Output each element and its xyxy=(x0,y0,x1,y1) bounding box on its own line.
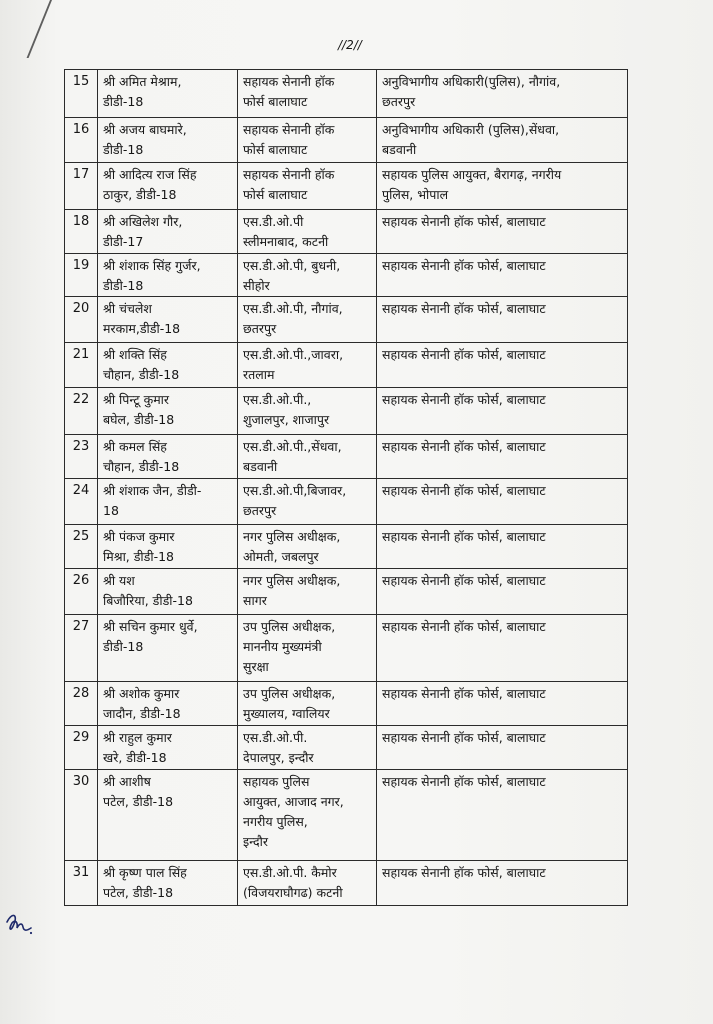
page-number: //2// xyxy=(338,38,362,52)
table-row xyxy=(65,118,628,163)
officer-name-cell xyxy=(98,479,238,525)
cell-line: ओमती, जबलपुर xyxy=(243,549,319,564)
cell-line: सहायक सेनानी हॉक फोर्स, बालाघाट xyxy=(382,483,546,498)
cell-line: उप पुलिस अधीक्षक, xyxy=(243,686,336,701)
serial-number-cell: 24 xyxy=(65,479,98,525)
cell-line: बिजौरिया, डीडी-18 xyxy=(103,593,193,608)
serial-number-cell: 21 xyxy=(65,343,98,388)
serial-number-cell: 18 xyxy=(65,210,98,254)
cell-line: डीडी-18 xyxy=(103,278,144,293)
cell-line: 18 xyxy=(103,503,119,518)
current-posting-cell xyxy=(238,297,377,343)
cell-line: श्री यश xyxy=(103,573,135,588)
cell-line: सहायक सेनानी हॉक फोर्स, बालाघाट xyxy=(382,347,546,362)
new-posting-cell xyxy=(377,163,628,210)
cell-line: चौहान, डीडी-18 xyxy=(103,459,180,474)
cell-line: एस.डी.ओ.पी.,जावरा, xyxy=(243,347,344,362)
table-row xyxy=(65,770,628,861)
cell-line: सहायक सेनानी हॉक फोर्स, बालाघाट xyxy=(382,619,546,634)
cell-line: डीडी-18 xyxy=(103,639,144,654)
cell-line: डीडी-18 xyxy=(103,94,144,109)
new-posting-cell xyxy=(377,388,628,435)
current-posting-cell xyxy=(238,615,377,682)
officer-name-cell xyxy=(98,682,238,726)
cell-line: सहायक सेनानी हॉक xyxy=(243,122,335,137)
cell-line: एस.डी.ओ.पी,बिजावर, xyxy=(243,483,347,498)
cell-line: सहायक सेनानी हॉक फोर्स, बालाघाट xyxy=(382,439,546,454)
cell-line: श्री चंचलेश xyxy=(103,301,152,316)
cell-line: डीडी-18 xyxy=(103,142,144,157)
current-posting-cell xyxy=(238,861,377,906)
current-posting-cell xyxy=(238,726,377,770)
cell-line: सहायक सेनानी हॉक फोर्स, बालाघाट xyxy=(382,573,546,588)
serial-number-cell: 28 xyxy=(65,682,98,726)
cell-line: पटेल, डीडी-18 xyxy=(103,794,174,809)
current-posting-cell xyxy=(238,388,377,435)
new-posting-cell xyxy=(377,70,628,118)
serial-number-cell: 20 xyxy=(65,297,98,343)
cell-line: चौहान, डीडी-18 xyxy=(103,367,180,382)
cell-line: श्री आशीष xyxy=(103,774,151,789)
cell-line: सहायक सेनानी हॉक फोर्स, बालाघाट xyxy=(382,529,546,544)
officer-name-cell xyxy=(98,726,238,770)
serial-number-cell: 16 xyxy=(65,118,98,163)
current-posting-cell xyxy=(238,435,377,479)
cell-line: सहायक सेनानी हॉक फोर्स, बालाघाट xyxy=(382,301,546,316)
cell-line: सहायक सेनानी हॉक फोर्स, बालाघाट xyxy=(382,730,546,745)
cell-line: माननीय मुख्यमंत्री xyxy=(243,639,322,654)
initials-signature xyxy=(4,910,34,940)
cell-line: एस.डी.ओ.पी, बुधनी, xyxy=(243,258,341,273)
officer-name-cell xyxy=(98,770,238,861)
cell-line: एस.डी.ओ.पी.,सेंधवा, xyxy=(243,439,342,454)
cell-line: बडवानी xyxy=(382,142,417,157)
current-posting-cell xyxy=(238,525,377,569)
current-posting-cell xyxy=(238,479,377,525)
cell-line: श्री राहुल कुमार xyxy=(103,730,172,745)
serial-number-cell: 15 xyxy=(65,70,98,118)
serial-number-cell: 30 xyxy=(65,770,98,861)
cell-line: श्री अखिलेश गौर, xyxy=(103,214,183,229)
officer-name-cell xyxy=(98,525,238,569)
cell-line: श्री कृष्ण पाल सिंह xyxy=(103,865,187,880)
cell-line: श्री अमित मेश्राम, xyxy=(103,74,182,89)
new-posting-cell xyxy=(377,343,628,388)
new-posting-cell xyxy=(377,479,628,525)
cell-line: ठाकुर, डीडी-18 xyxy=(103,187,177,202)
cell-line: छतरपुर xyxy=(243,321,277,336)
cell-line: मरकाम,डीडी-18 xyxy=(103,321,181,336)
new-posting-cell xyxy=(377,770,628,861)
cell-line: एस.डी.ओ.पी xyxy=(243,214,304,229)
cell-line: श्री आदित्य राज सिंह xyxy=(103,167,197,182)
cell-line: सागर xyxy=(243,593,267,608)
cell-line: मुख्यालय, ग्वालियर xyxy=(243,706,330,721)
serial-number-cell: 17 xyxy=(65,163,98,210)
cell-line: सहायक सेनानी हॉक xyxy=(243,167,335,182)
current-posting-cell xyxy=(238,770,377,861)
current-posting-cell xyxy=(238,118,377,163)
cell-line: उप पुलिस अधीक्षक, xyxy=(243,619,336,634)
serial-number-cell: 26 xyxy=(65,569,98,615)
new-posting-cell xyxy=(377,297,628,343)
officer-name-cell xyxy=(98,254,238,297)
cell-line: श्री शंशाक जैन, डीडी- xyxy=(103,483,202,498)
officer-name-cell xyxy=(98,569,238,615)
current-posting-cell xyxy=(238,210,377,254)
cell-line: शुजालपुर, शाजापुर xyxy=(243,412,330,427)
cell-line: पुलिस, भोपाल xyxy=(382,187,449,202)
table-row xyxy=(65,861,628,906)
cell-line: श्री अजय बाघमारे, xyxy=(103,122,187,137)
new-posting-cell xyxy=(377,525,628,569)
cell-line: सहायक सेनानी हॉक फोर्स, बालाघाट xyxy=(382,774,546,789)
cell-line: डीडी-17 xyxy=(103,234,144,249)
officer-name-cell xyxy=(98,163,238,210)
table-row xyxy=(65,569,628,615)
new-posting-cell xyxy=(377,682,628,726)
new-posting-cell xyxy=(377,569,628,615)
table-row xyxy=(65,479,628,525)
serial-number-cell: 29 xyxy=(65,726,98,770)
table-row xyxy=(65,435,628,479)
cell-line: सहायक सेनानी हॉक फोर्स, बालाघाट xyxy=(382,865,546,880)
cell-line: सुरक्षा xyxy=(243,659,269,674)
table-row xyxy=(65,210,628,254)
cell-line: नगरीय पुलिस, xyxy=(243,814,308,829)
cell-line: अनुविभागीय अधिकारी (पुलिस),सेंधवा, xyxy=(382,122,560,137)
transfer-table xyxy=(64,69,628,906)
serial-number-cell: 22 xyxy=(65,388,98,435)
cell-line: छतरपुर xyxy=(382,94,416,109)
serial-number-cell: 31 xyxy=(65,861,98,906)
current-posting-cell xyxy=(238,70,377,118)
cell-line: सहायक सेनानी हॉक फोर्स, बालाघाट xyxy=(382,214,546,229)
cell-line: बघेल, डीडी-18 xyxy=(103,412,175,427)
cell-line: सहायक पुलिस आयुक्त, बैरागढ़, नगरीय xyxy=(382,167,562,182)
cell-line: रतलाम xyxy=(243,367,275,382)
new-posting-cell xyxy=(377,861,628,906)
cell-line: श्री कमल सिंह xyxy=(103,439,167,454)
officer-name-cell xyxy=(98,118,238,163)
cell-line: फोर्स बालाघाट xyxy=(243,94,308,109)
cell-line: खरे, डीडी-18 xyxy=(103,750,167,765)
cell-line: सीहोर xyxy=(243,278,270,293)
cell-line: श्री अशोक कुमार xyxy=(103,686,180,701)
officer-name-cell xyxy=(98,388,238,435)
cell-line: सहायक पुलिस xyxy=(243,774,310,789)
current-posting-cell xyxy=(238,254,377,297)
cell-line: देपालपुर, इन्दौर xyxy=(243,750,314,765)
table-row xyxy=(65,388,628,435)
table-row xyxy=(65,682,628,726)
cell-line: पटेल, डीडी-18 xyxy=(103,885,174,900)
current-posting-cell xyxy=(238,682,377,726)
current-posting-cell xyxy=(238,569,377,615)
cell-line: श्री पिन्टू कुमार xyxy=(103,392,170,407)
officer-name-cell xyxy=(98,861,238,906)
table-row xyxy=(65,343,628,388)
new-posting-cell xyxy=(377,254,628,297)
cell-line: सहायक सेनानी हॉक xyxy=(243,74,335,89)
new-posting-cell xyxy=(377,118,628,163)
cell-line: इन्दौर xyxy=(243,834,268,849)
current-posting-cell xyxy=(238,163,377,210)
serial-number-cell: 25 xyxy=(65,525,98,569)
cell-line: श्री शक्ति सिंह xyxy=(103,347,167,362)
current-posting-cell xyxy=(238,343,377,388)
cell-line: छतरपुर xyxy=(243,503,277,518)
officer-name-cell xyxy=(98,210,238,254)
serial-number-cell: 27 xyxy=(65,615,98,682)
cell-line: सहायक सेनानी हॉक फोर्स, बालाघाट xyxy=(382,686,546,701)
table-body xyxy=(65,70,628,906)
new-posting-cell xyxy=(377,435,628,479)
cell-line: श्री शंशाक सिंह गुर्जर, xyxy=(103,258,201,273)
cell-line: एस.डी.ओ.पी. कैमोर xyxy=(243,865,337,880)
cell-line: आयुक्त, आजाद नगर, xyxy=(243,794,344,809)
cell-line: श्री सचिन कुमार धुर्वे, xyxy=(103,619,198,634)
cell-line: स्लीमनाबाद, कटनी xyxy=(243,234,329,249)
cell-line: एस.डी.ओ.पी., xyxy=(243,392,312,407)
new-posting-cell xyxy=(377,615,628,682)
cell-line: एस.डी.ओ.पी, नौगांव, xyxy=(243,301,343,316)
table-row xyxy=(65,525,628,569)
officer-name-cell xyxy=(98,297,238,343)
cell-line: मिश्रा, डीडी-18 xyxy=(103,549,175,564)
cell-line: नगर पुलिस अधीक्षक, xyxy=(243,529,341,544)
cell-line: फोर्स बालाघाट xyxy=(243,187,308,202)
new-posting-cell xyxy=(377,726,628,770)
cell-line: सहायक सेनानी हॉक फोर्स, बालाघाट xyxy=(382,258,546,273)
serial-number-cell: 19 xyxy=(65,254,98,297)
table-row xyxy=(65,163,628,210)
table-row xyxy=(65,70,628,118)
table-row xyxy=(65,615,628,682)
cell-line: सहायक सेनानी हॉक फोर्स, बालाघाट xyxy=(382,392,546,407)
cell-line: श्री पंकज कुमार xyxy=(103,529,175,544)
table-row xyxy=(65,726,628,770)
table-row xyxy=(65,254,628,297)
officer-name-cell xyxy=(98,435,238,479)
cell-line: बडवानी xyxy=(243,459,278,474)
cell-line: जादौन, डीडी-18 xyxy=(103,706,181,721)
officer-name-cell xyxy=(98,615,238,682)
table-row xyxy=(65,297,628,343)
cell-line: अनुविभागीय अधिकारी(पुलिस), नौगांव, xyxy=(382,74,561,89)
serial-number-cell: 23 xyxy=(65,435,98,479)
cell-line: फोर्स बालाघाट xyxy=(243,142,308,157)
officer-name-cell xyxy=(98,343,238,388)
cell-line: एस.डी.ओ.पी. xyxy=(243,730,308,745)
officer-name-cell xyxy=(98,70,238,118)
new-posting-cell xyxy=(377,210,628,254)
cell-line: नगर पुलिस अधीक्षक, xyxy=(243,573,341,588)
cell-line: (विजयराघौगढ) कटनी xyxy=(243,885,343,900)
